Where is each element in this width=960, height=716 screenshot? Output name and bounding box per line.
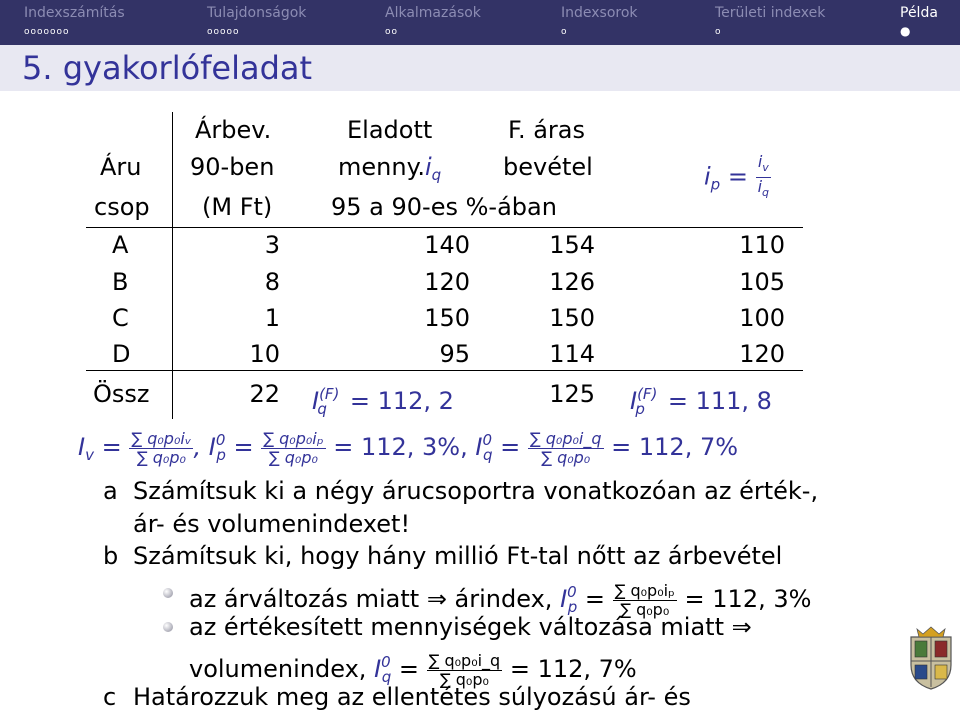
slide-title: 5. gyakorlófeladat bbox=[22, 49, 313, 87]
table-divider bbox=[86, 370, 803, 371]
item-a-label: a bbox=[103, 477, 118, 505]
header-arbev: Árbev. bbox=[195, 116, 272, 144]
item-b-label: b bbox=[103, 542, 119, 570]
cell-menny: 150 bbox=[424, 304, 470, 332]
header-ip-formula: $i_p$ = $\frac{i_v}{i_q}$ bbox=[704, 152, 770, 200]
item-a-text: Számítsuk ki a négy árucsoportra vonatkozóan az érték-, bbox=[133, 477, 819, 505]
cell-arbev: 1 bbox=[264, 304, 280, 332]
total-ip-formula: $I^{(F)}_p$ = 111, 8 bbox=[630, 385, 772, 418]
cell-csop: A bbox=[112, 231, 129, 259]
nav-item-teruleti-indexek[interactable]: Területi indexek bbox=[715, 5, 826, 21]
subitem-price-change: az árváltozás miatt ⇒ árindex, $I^0_p$ = $\frac{\text{∑ q₀p₀iₚ}}{\text{∑ q₀p₀}}$ = 112, 3% bbox=[189, 580, 812, 619]
navigation-bar bbox=[0, 0, 960, 45]
header-menny: $menny.i_q$ bbox=[338, 153, 442, 184]
item-b-text: Számítsuk ki, hogy hány millió Ft-tal nőtt az árbevétel bbox=[133, 542, 783, 570]
total-fares: 125 bbox=[549, 380, 595, 408]
subitem-quantity-change: az értékesített mennyiségek változása miatt ⇒ bbox=[189, 613, 752, 641]
cell-ip: 120 bbox=[739, 340, 785, 368]
nav-item-indexszamitas[interactable]: Indexszámítás bbox=[24, 5, 125, 21]
cell-ip: 105 bbox=[739, 268, 785, 296]
bullet-icon bbox=[163, 588, 173, 598]
nav-progress-dots[interactable]: ooooo bbox=[207, 27, 240, 37]
bullet-icon bbox=[163, 622, 173, 632]
cell-arbev: 10 bbox=[249, 340, 280, 368]
index-formulas: $I_v$ = $\frac{\text{∑ q₀p₀iᵥ}}{\text{∑ q₀p₀}}$ , $I^0_p$ = $\frac{\text{∑ q₀p₀iₚ}}{\text{∑ q₀p₀}}$ = 112, 3%, $I^0_q$ = $\frac{\text{∑ q₀p₀i\_q}}{\text{∑ q₀p₀}}$ = 112, 7% bbox=[78, 428, 739, 467]
header-95-a-90-es: 95 a 90-es %-ában bbox=[331, 193, 557, 221]
nav-item-tulajdonsagok[interactable]: Tulajdonságok bbox=[207, 5, 307, 21]
header-eladott: Eladott bbox=[347, 116, 433, 144]
header-m-ft: (M Ft) bbox=[202, 193, 273, 221]
nav-item-alkalmazasok[interactable]: Alkalmazások bbox=[385, 5, 481, 21]
cell-fares: 150 bbox=[549, 304, 595, 332]
cell-fares: 126 bbox=[549, 268, 595, 296]
cell-fares: 114 bbox=[549, 340, 595, 368]
cell-menny: 95 bbox=[439, 340, 470, 368]
item-c-label: c bbox=[103, 683, 117, 711]
cell-fares: 154 bbox=[549, 231, 595, 259]
cell-menny: 140 bbox=[424, 231, 470, 259]
total-arbev: 22 bbox=[249, 380, 280, 408]
nav-progress-dots[interactable]: ● bbox=[900, 24, 912, 38]
subitem-volume-index: volumenindex, $I^0_q$ = $\frac{\text{∑ q₀p₀i\_q}}{\text{∑ q₀p₀}}$ = 112, 7% bbox=[189, 650, 637, 689]
header-bevetel: bevétel bbox=[503, 153, 593, 181]
cell-ip: 100 bbox=[739, 304, 785, 332]
header-csop: csop bbox=[94, 193, 150, 221]
header-90-ben: 90-ben bbox=[190, 153, 275, 181]
cell-csop: D bbox=[112, 340, 131, 368]
table-divider bbox=[172, 112, 173, 419]
item-c-text: Határozzuk meg az ellentétes súlyozású ár- és bbox=[133, 683, 691, 711]
nav-progress-dots[interactable]: oo bbox=[385, 27, 399, 37]
cell-ip: 110 bbox=[739, 231, 785, 259]
cell-csop: B bbox=[112, 268, 129, 296]
cell-arbev: 8 bbox=[264, 268, 280, 296]
university-crest-logo bbox=[907, 625, 955, 691]
item-a-text-continued: ár- és volumenindexet! bbox=[133, 510, 411, 538]
total-label: Össz bbox=[93, 380, 150, 408]
cell-menny: 120 bbox=[424, 268, 470, 296]
table-divider bbox=[86, 227, 803, 228]
total-iq-formula: $I^{(F)}_q$ = 112, 2 bbox=[312, 385, 454, 418]
nav-progress-dots[interactable]: o bbox=[715, 27, 722, 37]
nav-item-pelda[interactable]: Példa bbox=[900, 5, 938, 21]
header-f-aras: F. áras bbox=[508, 116, 585, 144]
nav-progress-dots[interactable]: o bbox=[561, 27, 568, 37]
cell-arbev: 3 bbox=[264, 231, 280, 259]
nav-item-indexsorok[interactable]: Indexsorok bbox=[561, 5, 638, 21]
nav-progress-dots[interactable]: ooooooo bbox=[24, 27, 70, 37]
cell-csop: C bbox=[112, 304, 129, 332]
header-aru: Áru bbox=[100, 153, 142, 181]
